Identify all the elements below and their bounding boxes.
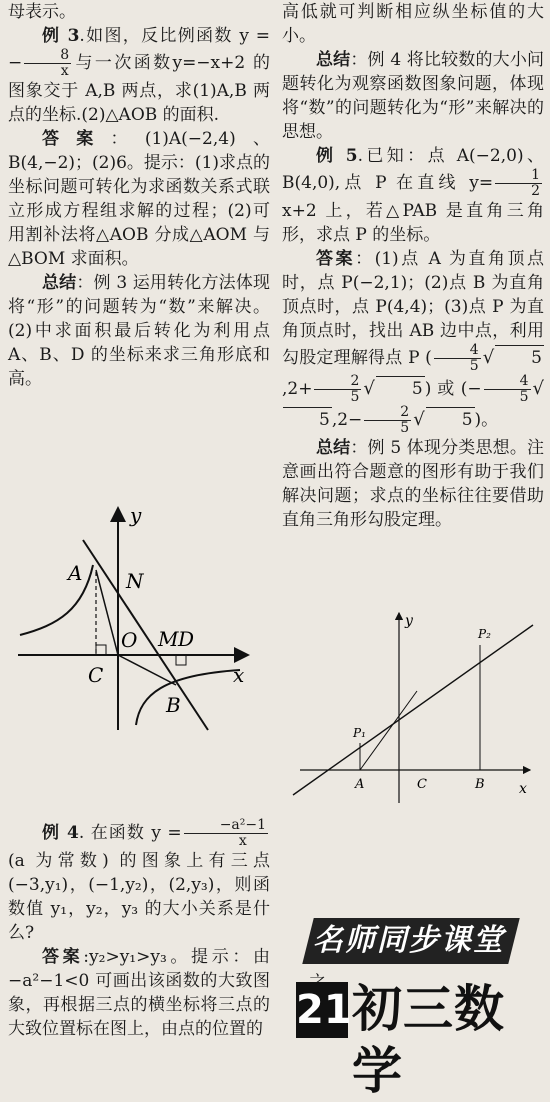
right-angle-mark-c [96,645,106,655]
example-4-fraction [184,818,268,849]
answer-4-text: :y₂>y₁>y₃。提示：由−a²−1<0 可画出该函数的大致图象，再根据三点的横坐标将三点的大致位置标在图上，由点的位置的 [8,947,270,1039]
example-3-fraction [24,48,71,79]
left-column [8,0,270,391]
answer-3 [8,127,270,271]
summary-4-text: ：例 4 将比较数的大小问题转化为观察函数图象问题，体现将“数”的问题转化为“形”来解决的思想。 [282,50,545,142]
fraction-denominator: 5 [469,358,479,374]
example-4-label: 例 4 [42,823,79,843]
graph2-label-c: C [417,777,427,792]
sqrt-symbol: √ [413,409,425,430]
sqrt-radicand: 5 [426,407,475,432]
fraction-denominator: x [238,833,247,849]
answer-4-label: 答案 [42,947,84,967]
fraction-denominator: 5 [400,420,410,436]
sqrt-symbol: √ [482,347,495,368]
example-3-figure [8,500,258,740]
graph1-label-x: x [233,663,245,687]
top-fragment: 母表示。 [8,2,76,22]
fraction-numerator: 2 [314,374,361,390]
answer-5-part-2: ) 或 (− [424,379,482,399]
summary-5 [282,436,544,532]
answer-5-part-3: ,2− [331,410,363,430]
sqrt-radicand: 5 [283,407,332,432]
logo-subject-title: 初三数学 [352,980,505,1100]
logo-issue-number: 21 [296,982,348,1038]
answer-5-part-1: ,2+ [282,379,313,399]
graph1-label-m: M [158,627,179,651]
sqrt-radicand: 5 [495,345,544,370]
summary-5-label: 总结 [316,438,351,458]
fraction-denominator: 5 [519,389,529,405]
graph1-label-c: C [88,663,104,687]
graph1-label-n: N [126,569,144,593]
graph2-label-p2: P₂ [478,627,491,641]
example-5-label: 例 5 [316,146,358,166]
fraction-numerator: 2 [364,405,411,421]
segment-oa [96,570,118,655]
answer-5 [282,247,544,436]
fraction-denominator: x [60,63,69,79]
fraction-numerator: −a²−1 [184,818,268,834]
fraction-4-5 [484,374,531,405]
example-4-block [8,818,270,1041]
example-3-text-a: .如图，反比例函数 y = − [8,26,271,73]
summary-4-label: 总结 [316,50,351,70]
example-5-text-b: x+2 上，若△PAB 是直角三角形，求点 P 的坐标。 [282,201,544,245]
fraction-numerator: 4 [434,343,481,359]
answer-3-label: 答案 [42,129,111,149]
right-angle-mark-d [176,655,186,665]
summary-3-text: ：例 3 运用转化方法体现将“形”的问题转为“数”来解决。(2)中求面积最后转化为利用点 A、B、D 的坐标来求三角形底和高。 [8,273,271,389]
sqrt-symbol: √ [363,378,375,399]
continuation-text: 高低就可判断相应纵坐标值的大小。 [282,2,544,46]
summary-5-text: ：例 5 体现分类思想。注意画出符合题意的图形有助于我们解决问题；求点的坐标往往要借助直角三角形勾股定理。 [282,438,545,530]
graph2-label-b: B [475,777,485,792]
fraction-4-5 [434,343,481,374]
example-3 [8,24,270,127]
segment-ob [118,655,176,685]
example-5-text-a: .已知：点 A(−2,0)、B(4,0),点 P 在直线 y= [282,146,544,193]
sqrt-radicand: 5 [376,376,425,401]
column-logo [296,910,540,1100]
example-3-label: 例 3 [42,26,80,46]
summary-4 [282,48,544,144]
sqrt-symbol: √ [532,378,544,399]
segment-a-p [360,691,417,770]
answer-5-part-4: )。 [474,410,499,430]
example-3-text-b: 与一次函数y=−x+2 的图象交于 A,B 两点，求(1)A,B 两点的坐标.(2)△AOB 的面积. [8,53,270,125]
hyperbola-branch-right [136,670,240,725]
answer-5-text: ：(1)点 A 为直角顶点时，点 P(−2,1)；(2)点 B 为直角顶点时，点 P(4,4)；(3)点 P 为直角顶点时，找出 AB 边中点，利用勾股定理解得点 P ( [282,249,544,368]
fraction-numerator: 8 [24,48,71,64]
example-5 [282,144,544,247]
fraction-2-5 [314,374,361,405]
graph1-label-y: y [130,503,142,527]
example-4-text-a: . 在函数 y = [78,823,182,843]
example-5-fraction [495,168,542,199]
fraction-denominator: 2 [531,183,540,199]
graph1-label-b: B [166,693,181,717]
graph2-label-a: A [355,777,365,792]
example-4-text-b: (a 为常数) 的图象上有三点(−3,y₁)，(−1,y₂)，(2,y₃)，则函数值 y₁，y₂，y₃ 的大小关系是什么? [8,851,270,943]
graph2-label-p1: P₁ [353,726,366,740]
answer-4 [8,945,270,1041]
graph2-label-y: y [405,613,413,629]
logo-series-title: 名师同步课堂 [302,918,519,964]
right-column [282,0,544,532]
answer-3-text: ：(1)A(−2,4)、B(4,−2)；(2)6。提示：(1)求点的坐标问题可转化为求函数关系式联立形成方程组求解的过程；(2)可用割补法将△AOB 分成△AOM 与△BOM 求面积。 [8,129,271,269]
example-4 [8,818,270,945]
summary-3 [8,271,270,391]
graph1-label-d: D [178,627,195,651]
graph2-label-x: x [519,781,527,797]
summary-3-label: 总结 [42,273,77,293]
fraction-numerator: 1 [495,168,542,184]
fraction-numerator: 4 [484,374,531,390]
graph1-label-a: A [68,561,83,585]
fraction-denominator: 5 [350,389,360,405]
graph1-label-o: O [121,628,138,652]
fraction-2-5 [364,405,411,436]
answer-5-label: 答案 [316,249,356,269]
example-5-figure [285,605,535,805]
